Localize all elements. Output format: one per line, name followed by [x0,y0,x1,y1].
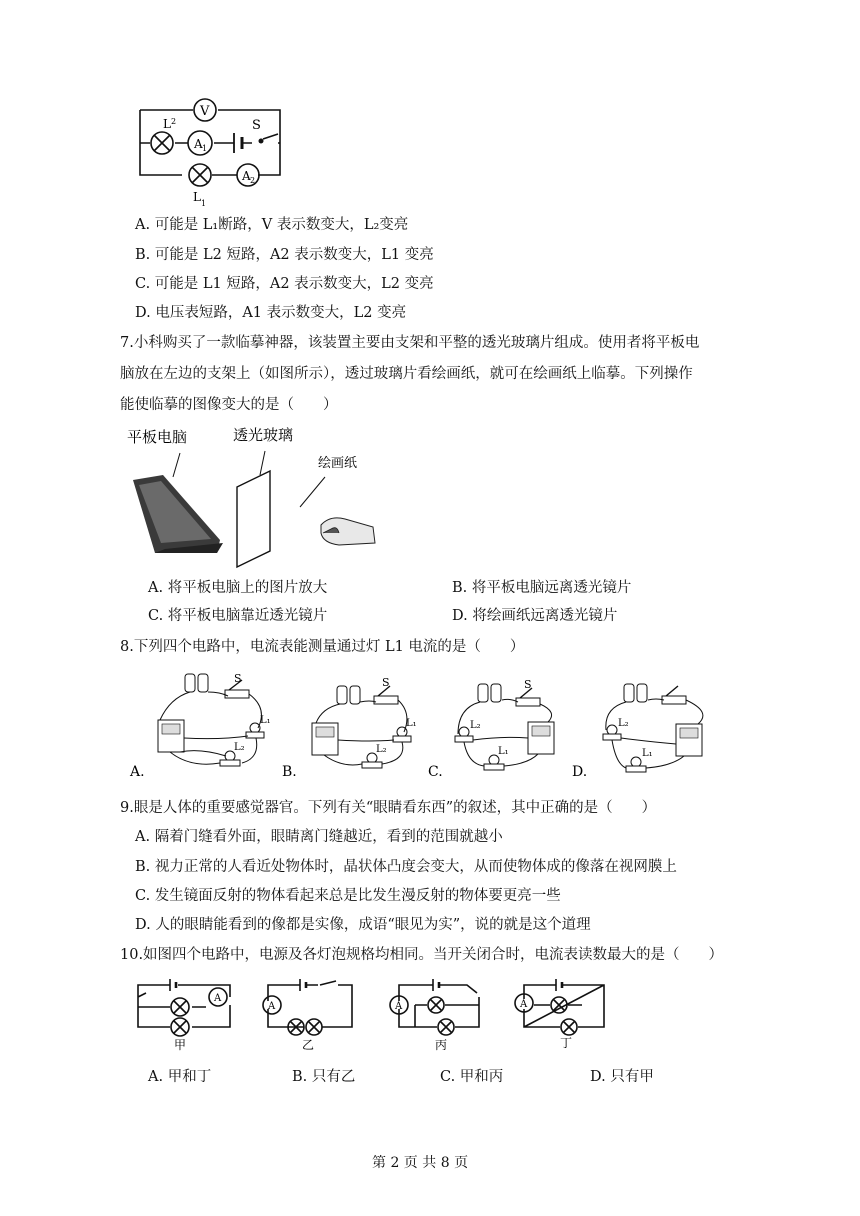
q10-option-c: C. 甲和丙 [440,1069,504,1085]
yi-label: 乙 [302,1038,315,1052]
ding-label: 丁 [560,1036,573,1050]
panel-b-l2-label: L₂ [376,744,387,755]
panel-a-l1-label: L₁ [260,715,271,726]
q7-option-d: D. 将绘画纸远离透光镜片 [452,608,618,624]
q8-circuit-panel-a [130,668,275,783]
q9-stem: 9.眼是人体的重要感觉器官。下列有关“眼睛看东西”的叙述，其中正确的是（ ） [120,800,657,816]
q7-stem-line-3: 能使临摹的图像变大的是（ ） [120,397,338,413]
lamp-l2-label: L [163,117,171,131]
q7-option-a: A. 将平板电脑上的图片放大 [148,580,328,596]
lamp-l1-sub: 1 [201,199,207,208]
panel-a-l2-label: L₂ [234,742,245,753]
panel-a-switch-label: S [234,672,242,685]
panel-c-switch-label: S [524,678,532,691]
q7-stem-line-1: 7.小科购买了一款临摹神器，该装置主要由支架和平整的透光玻璃片组成。使用者将平板电 [120,335,700,351]
voltmeter-label: V [200,104,210,119]
ammeter-a2-sub: 2 [250,176,256,185]
lamp-l1-label: L [193,190,201,204]
q6-circuit-diagram [130,95,290,210]
q9-option-c: C. 发生镜面反射的物体看起来总是比发生漫反射的物体要更亮一些 [135,888,561,904]
switch-s-label: S [252,118,261,133]
ammeter-a1-sub: 1 [202,144,208,153]
q10-circuit-ding [508,975,618,1050]
q7-stem-line-2: 脑放在左边的支架上（如图所示），透过玻璃片看绘画纸，就可在绘画纸上临摹。下列操作 [120,366,693,382]
panel-c-label: C. [428,764,443,780]
q8-circuit-panel-d [572,668,717,783]
panel-d-label: D. [572,764,588,780]
q10-circuit-jia [130,975,240,1050]
panel-d-l2-label: L₂ [618,718,629,729]
q8-circuit-panel-c [428,668,573,783]
panel-b-l1-label: L₁ [406,718,417,729]
panel-b-label: B. [282,764,297,780]
q9-option-b: B. 视力正常的人看近处物体时，晶状体凸度会变大，从而使物体成的像落在视网膜上 [135,859,677,875]
bing-label: 丙 [435,1038,448,1052]
yi-ammeter-label: A [268,1001,276,1012]
jia-label: 甲 [174,1038,187,1052]
ding-ammeter-label: A [520,999,528,1010]
panel-d-l1-label: L₁ [642,748,653,759]
ammeter-a1-label: A [194,137,203,151]
q7-option-c: C. 将平板电脑靠近透光镜片 [148,608,328,624]
bing-ammeter-label: A [395,1001,403,1012]
q6-option-c: C. 可能是 L1 短路，A2 表示数变大，L2 变亮 [135,276,434,292]
q10-circuit-bing [385,975,495,1050]
q9-option-a: A. 隔着门缝看外面，眼睛离门缝越近，看到的范围就越小 [135,829,503,845]
q6-option-a: A. 可能是 L₁断路，V 表示数变大，L₂变亮 [135,217,409,233]
q9-option-d: D. 人的眼睛能看到的像都是实像，成语“眼见为实”，说的就是这个道理 [135,917,591,933]
lamp-l2-sub: 2 [171,117,177,126]
glass-label: 透光玻璃 [233,426,294,444]
panel-a-label: A. [130,764,145,780]
page-footer: 第 2 页 共 8 页 [372,1155,469,1171]
jia-ammeter-label: A [214,993,222,1004]
q10-stem: 10.如图四个电路中，电源及各灯泡规格均相同。当开关闭合时，电流表读数最大的是（ ） [120,947,724,963]
ammeter-a2-label: A [242,169,251,183]
q10-circuit-yi [256,975,366,1050]
tablet-label: 平板电脑 [127,428,188,446]
q10-option-b: B. 只有乙 [292,1069,356,1085]
q7-option-b: B. 将平板电脑远离透光镜片 [452,580,632,596]
q6-option-d: D. 电压表短路，A1 表示数变大，L2 变亮 [135,305,407,321]
q8-circuit-panel-b [282,668,427,783]
q8-stem: 8.下列四个电路中，电流表能测量通过灯 L1 电流的是（ ） [120,639,525,655]
panel-c-l1-label: L₁ [498,746,509,757]
panel-b-switch-label: S [382,676,390,689]
paper-label: 绘画纸 [318,456,358,471]
q10-option-a: A. 甲和丁 [148,1069,212,1085]
q10-option-d: D. 只有甲 [590,1069,654,1085]
q6-option-b: B. 可能是 L2 短路，A2 表示数变大，L1 变亮 [135,247,434,263]
panel-c-l2-label: L₂ [470,720,481,731]
q7-tracing-device-figure [125,425,395,575]
